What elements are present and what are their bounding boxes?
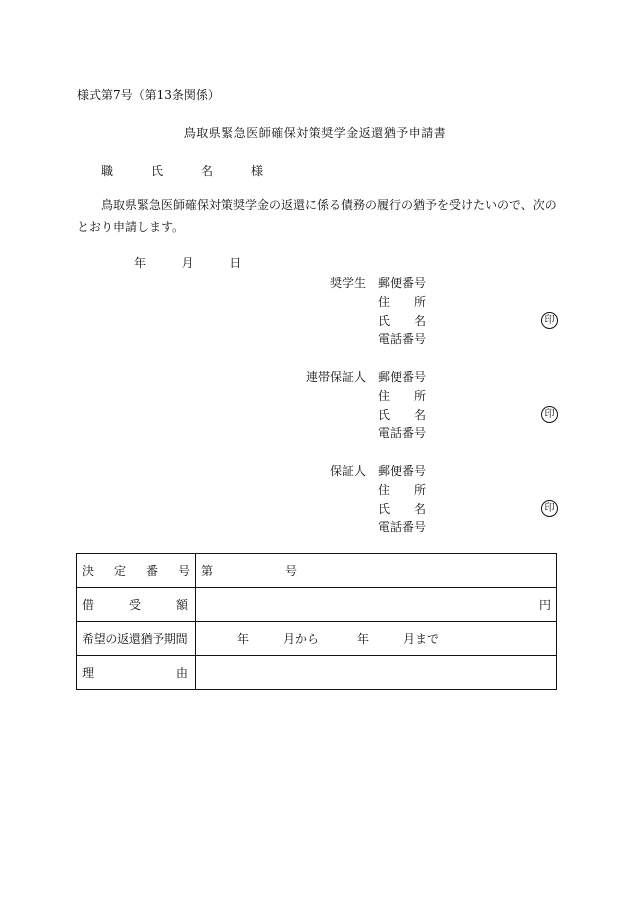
- phone-label: 電話番号: [378, 332, 427, 346]
- date-year-label: 年: [134, 256, 147, 270]
- form-number: 様式第7号（第13条関係）: [77, 88, 220, 102]
- reason-label: 理 由: [77, 656, 196, 690]
- decision-number-label: 決 定 番 号: [77, 554, 196, 588]
- seal-mark: 印: [541, 406, 558, 423]
- period-from: 月から: [283, 632, 320, 646]
- table-row-reason: [77, 656, 557, 690]
- currency-unit: 円: [538, 598, 551, 612]
- seal-mark: 印: [541, 312, 558, 329]
- party-role: 連帯保証人: [305, 370, 366, 384]
- request-statement: 鳥取県緊急医師確保対策奨学金の返還に係る債務の履行の猶予を受けたいので、次のとおり申請します。: [77, 198, 557, 234]
- name-label: 氏 名: [378, 408, 427, 422]
- postal-code-label: 郵便番号: [378, 276, 427, 290]
- party-role: 保証人: [329, 464, 366, 478]
- application-date: [134, 254, 241, 271]
- name-label: 氏 名: [378, 502, 427, 516]
- postal-code-label: 郵便番号: [378, 370, 427, 384]
- reason-field[interactable]: [196, 656, 557, 690]
- table-row-decision-number: [77, 554, 557, 588]
- loan-amount-label: 借 受 額: [77, 588, 196, 622]
- period-year-end: 年: [357, 632, 370, 646]
- decision-prefix: 第: [201, 564, 214, 578]
- party-role: 奨学生: [329, 276, 366, 290]
- deferment-period-label: 希望の返還猶予期間: [77, 622, 196, 656]
- period-year-start: 年: [237, 632, 250, 646]
- loan-amount-field[interactable]: [196, 588, 557, 622]
- seal-mark: 印: [541, 500, 558, 517]
- address-label: 住 所: [378, 483, 427, 497]
- deferment-period-field[interactable]: [196, 622, 557, 656]
- application-table: [76, 553, 557, 690]
- table-row-deferment-period: [77, 622, 557, 656]
- date-month-label: 月: [181, 256, 194, 270]
- phone-label: 電話番号: [378, 426, 427, 440]
- decision-suffix: 号: [285, 564, 298, 578]
- phone-label: 電話番号: [378, 520, 427, 534]
- table-row-loan-amount: [77, 588, 557, 622]
- postal-code-label: 郵便番号: [378, 464, 427, 478]
- decision-number-field[interactable]: [196, 554, 557, 588]
- page-title: 鳥取県緊急医師確保対策奨学金返還猶予申請書: [183, 126, 447, 140]
- period-to: 月まで: [403, 632, 440, 646]
- addressee: 職 氏 名 様: [101, 164, 277, 178]
- date-day-label: 日: [229, 256, 242, 270]
- address-label: 住 所: [378, 295, 427, 309]
- name-label: 氏 名: [378, 314, 427, 328]
- address-label: 住 所: [378, 389, 427, 403]
